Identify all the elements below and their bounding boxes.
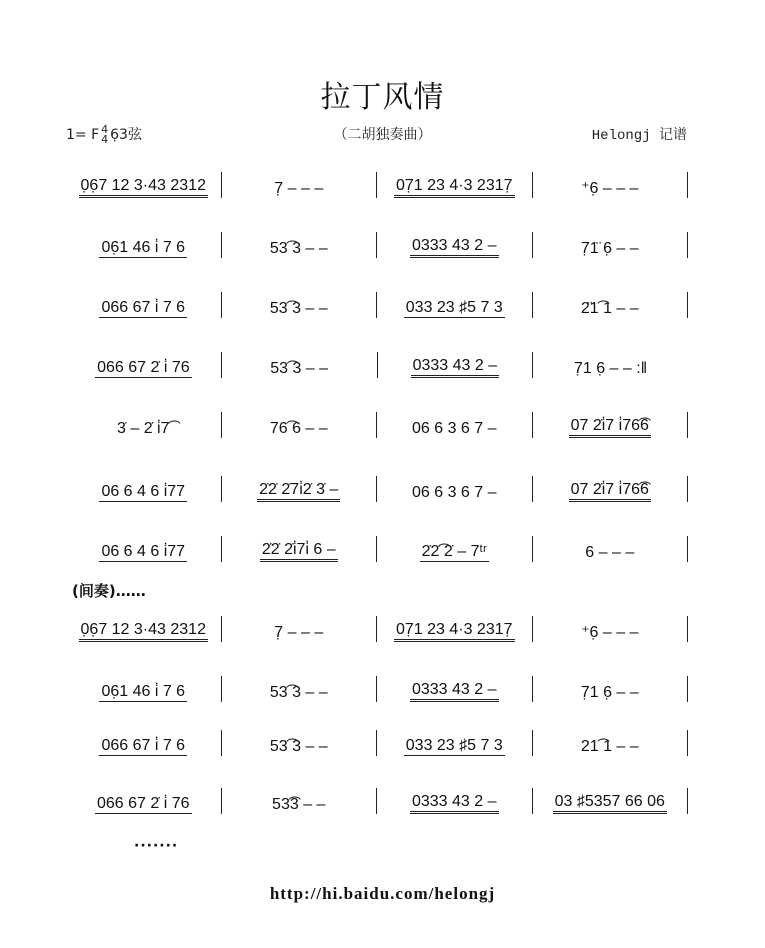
measure — [66, 676, 222, 702]
notes: 06̣1 46 i̇ 7 6 — [101, 239, 186, 256]
key-label: 1= F — [66, 127, 100, 143]
measure — [222, 788, 378, 814]
measure — [66, 536, 222, 562]
measure — [378, 352, 534, 378]
song-title: 拉丁风情 — [320, 80, 445, 115]
measure — [377, 616, 533, 642]
measure — [222, 616, 378, 642]
measure — [66, 352, 222, 378]
notes: 07̣1 23 4·3 2317̣ — [394, 621, 515, 642]
score-line — [66, 352, 688, 378]
measure — [377, 172, 533, 198]
notes: ⁺6̣ – – – — [581, 624, 639, 641]
notes: 07 2̇i̇7 i̇76͡6 — [569, 417, 651, 438]
measure — [533, 412, 689, 438]
notes: 2̇2̇ 2̇7i̇2̇ 3̇ – — [257, 481, 340, 502]
measure — [66, 292, 222, 318]
notes: 0333 43 2 – — [410, 237, 499, 258]
notes: 0333 43 2 – — [411, 357, 500, 378]
score-line — [66, 412, 688, 438]
notes: 06̣1 46 i̇ 7 6 — [101, 683, 186, 700]
score-line — [66, 292, 688, 318]
notes: 2̇2̇ 2̇i̇7i̇ 6 – — [260, 541, 338, 562]
notes: 53͡ 3 – – — [269, 300, 328, 317]
measure — [222, 292, 378, 318]
notes: 6 – – – — [585, 544, 635, 561]
notes: 03 ♯5357 66 06 — [553, 793, 667, 814]
score-line — [66, 616, 688, 642]
subtitle: （二胡独奏曲） — [333, 127, 432, 143]
notes: 06 6 4 6 i̇77 — [101, 483, 186, 500]
notes: 7̣1 6̣ – – — [580, 684, 639, 701]
measure — [222, 232, 378, 258]
measure — [533, 788, 689, 814]
notes: 21͡ 1 – – — [580, 738, 639, 755]
measure — [377, 730, 533, 756]
notes: 06 6 3 6 7 – — [411, 484, 497, 501]
measure — [377, 788, 533, 814]
measure — [377, 412, 533, 438]
notes: 53͡ 3 – – — [269, 738, 328, 755]
measure — [533, 476, 689, 502]
score-line — [66, 232, 688, 258]
measure — [533, 616, 689, 642]
measure — [533, 730, 689, 756]
notes: 53͡ 3 – – — [269, 684, 328, 701]
measure — [66, 730, 222, 756]
measure — [66, 412, 222, 438]
notes: 06 6 4 6 i̇77 — [101, 543, 186, 560]
notes: 3̇ – 2̇ i̇7͡ — [117, 420, 170, 437]
measure — [533, 232, 689, 258]
measure — [377, 476, 533, 502]
notes: 7̣1 6̣ – – :‖ — [573, 360, 648, 377]
measure — [377, 676, 533, 702]
notes: 066 67 i̇ 7 6 — [101, 299, 186, 316]
measure — [222, 536, 378, 562]
measure — [66, 788, 222, 814]
string-tuning: 6̣3弦 — [110, 127, 142, 143]
notes: 53͡ 3 – – — [270, 360, 329, 377]
notes: 7̣ – – – — [274, 624, 324, 641]
measure — [222, 676, 378, 702]
measure — [66, 476, 222, 502]
measure-repeat-end — [533, 352, 688, 378]
measure — [533, 536, 689, 562]
notes: 07̣1 23 4·3 2317̣ — [394, 177, 515, 198]
notes: 066 67 i̇ 7 6 — [101, 737, 186, 754]
measure — [377, 232, 533, 258]
source-url: http://hi.baidu.com/helongj — [269, 884, 496, 903]
score-line — [66, 788, 688, 814]
notes: 7̣1̈ 6̣ – – — [580, 240, 639, 257]
notes: 0̣6̣7 12 3·43 2312 — [79, 621, 208, 642]
measure — [377, 292, 533, 318]
notes: 07 2̇i̇7 i̇76͡6 — [569, 481, 651, 502]
measure — [533, 676, 689, 702]
notes: 2̈1͡ 1 – – — [580, 300, 639, 317]
notes: 06 6 3 6 7 – — [411, 420, 497, 437]
notes: 066 67 2̇ i̇ 76 — [97, 359, 190, 376]
notes: 066 67 2̇ i̇ 76 — [96, 795, 190, 812]
notes: 0333 43 2 – — [410, 793, 499, 814]
notes: ⁺6̣ – – – — [581, 180, 639, 197]
score-line — [66, 536, 688, 562]
measure — [377, 536, 533, 562]
measure — [66, 616, 222, 642]
measure — [66, 172, 222, 198]
notes: 033 23 ♯5 7 3 — [405, 299, 503, 316]
notes: 033 23 ♯5 7 3 — [405, 737, 503, 754]
time-bottom: 4 — [101, 133, 109, 146]
measure — [66, 232, 222, 258]
score-line — [66, 476, 688, 502]
score-line — [66, 172, 688, 198]
interlude-label: (间奏)…… — [72, 582, 146, 600]
continuation-dots: ······· — [134, 838, 179, 854]
measure — [222, 172, 378, 198]
measure — [222, 476, 378, 502]
measure — [222, 352, 378, 378]
notes: 7̣ – – – — [274, 180, 324, 197]
notes: 0̣6̣7 12 3·43 2312 — [79, 177, 208, 198]
notes: 53͡3 – – — [272, 796, 326, 813]
measure — [533, 172, 689, 198]
notes: 0333 43 2 – — [410, 681, 499, 702]
notes: 2̇2̇͡ 2̇ – 7ᵗʳ — [421, 543, 487, 560]
notes: 76͡ 6 – – — [269, 420, 328, 437]
measure — [222, 412, 378, 438]
notes: 53͡ 3 – – — [269, 240, 328, 257]
time-top: 4 — [101, 123, 109, 136]
transcriber: Helongj 记谱 — [591, 128, 687, 144]
measure — [533, 292, 689, 318]
score-line — [66, 676, 688, 702]
score-line — [66, 730, 688, 756]
measure — [222, 730, 378, 756]
